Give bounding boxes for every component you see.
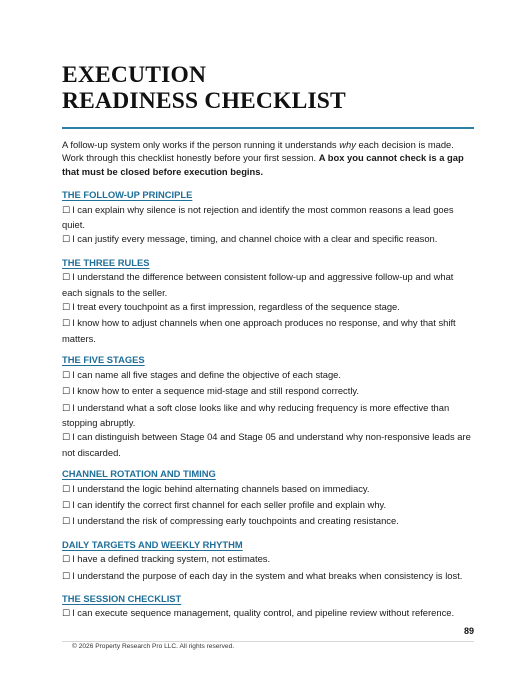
checklist-item-text: I can execute sequence management, quality control, and pipeline review without reference. xyxy=(72,607,455,619)
checklist-item-text: I can distinguish between Stage 04 and Stage 05 and understand why non-responsive leads are not discarded. xyxy=(62,431,471,458)
checklist-item-text: I can justify every message, timing, and channel choice with a clear and specific reason. xyxy=(72,233,438,245)
checklist-item-text: I know how to adjust channels when one approach produces no response, and why that shift matters. xyxy=(62,317,456,344)
section-channel-rotation xyxy=(62,467,476,530)
section-three-rules xyxy=(62,256,476,345)
title-divider xyxy=(62,127,474,129)
checklist-item-text: I understand the risk of compressing early touchpoints and creating resistance. xyxy=(72,515,399,527)
checkbox-icon[interactable]: ☐ xyxy=(62,571,71,582)
copyright-footer: © 2026 Property Research Pro LLC. All rights reserved. xyxy=(72,643,235,650)
checklist-item[interactable] xyxy=(62,316,476,345)
page-title xyxy=(62,62,346,114)
footer-divider xyxy=(62,641,474,642)
checkbox-icon[interactable]: ☐ xyxy=(62,273,71,284)
checkbox-icon[interactable]: ☐ xyxy=(62,303,71,314)
checklist-item[interactable] xyxy=(62,232,476,247)
checklist-item-text: I have a defined tracking system, not estimates. xyxy=(72,553,271,565)
checklist-item-text: I understand the logic behind alternating channels based on immediacy. xyxy=(72,482,370,494)
checklist-item-text: I understand the difference between consistent follow-up and aggressive follow-up and what each signals to the seller. xyxy=(62,271,454,298)
section-daily-targets xyxy=(62,538,476,584)
checkbox-icon[interactable]: ☐ xyxy=(62,609,71,620)
checkbox-icon[interactable]: ☐ xyxy=(62,500,71,511)
section-session-checklist xyxy=(62,592,476,622)
section-follow-up-principle xyxy=(62,188,476,248)
checklist-item[interactable] xyxy=(62,203,476,232)
checkbox-icon[interactable]: ☐ xyxy=(62,370,71,381)
section-five-stages xyxy=(62,353,476,459)
intro-emphasis: why xyxy=(339,139,356,150)
checkbox-icon[interactable]: ☐ xyxy=(62,555,71,566)
title-line-2: READINESS CHECKLIST xyxy=(62,88,346,114)
checklist-item-text: I understand what a soft close looks like and why reducing frequency is more effective than stopping abruptly. xyxy=(62,401,450,428)
title-line-1: EXECUTION xyxy=(62,62,207,88)
checkbox-icon[interactable]: ☐ xyxy=(62,319,71,330)
checklist-item[interactable] xyxy=(62,430,476,459)
checklist-item[interactable] xyxy=(62,514,476,529)
checklist-item[interactable] xyxy=(62,498,476,513)
section-heading: THE FIVE STAGES xyxy=(62,354,145,366)
intro-text-1: A follow-up system only works if the person running it understands xyxy=(62,139,340,150)
checklist-item-text: I know how to enter a sequence mid-stage and still respond correctly. xyxy=(72,385,360,397)
section-heading: THE SESSION CHECKLIST xyxy=(62,592,182,604)
checkbox-icon[interactable]: ☐ xyxy=(62,205,71,216)
checklist-item-text: I understand the purpose of each day in the system and what breaks when consistency is lost. xyxy=(72,569,463,581)
checklist-item-text: I can name all five stages and define the objective of each stage. xyxy=(72,368,342,380)
checklist-item[interactable] xyxy=(62,552,476,567)
intro-paragraph xyxy=(62,138,476,178)
checklist-item[interactable] xyxy=(62,368,476,383)
checkbox-icon[interactable]: ☐ xyxy=(62,387,71,398)
section-heading: CHANNEL ROTATION AND TIMING xyxy=(62,468,216,480)
checkbox-icon[interactable]: ☐ xyxy=(62,433,71,444)
page-number: 89 xyxy=(463,626,474,636)
checklist-item[interactable] xyxy=(62,401,476,430)
section-heading: THE FOLLOW-UP PRINCIPLE xyxy=(62,189,193,201)
checklist-item[interactable] xyxy=(62,270,476,299)
checklist-item[interactable] xyxy=(62,384,476,399)
checklist-item[interactable] xyxy=(62,300,476,315)
checkbox-icon[interactable]: ☐ xyxy=(62,484,71,495)
checkbox-icon[interactable]: ☐ xyxy=(62,517,71,528)
checkbox-icon[interactable]: ☐ xyxy=(62,403,71,414)
checklist-item-text: I can explain why silence is not rejection and identify the most common reasons a lead goes quiet. xyxy=(62,203,454,231)
checklist-item[interactable] xyxy=(62,606,476,621)
checkbox-icon[interactable]: ☐ xyxy=(62,235,71,246)
section-heading: DAILY TARGETS AND WEEKLY RHYTHM xyxy=(62,538,243,550)
intro-text-2: each decision is made. Work through this checklist honestly before your first session. xyxy=(62,139,454,164)
intro-bold: A box you cannot check is a gap that must be closed before execution begins. xyxy=(62,152,464,177)
checklist-content xyxy=(62,138,476,630)
section-heading: THE THREE RULES xyxy=(62,256,150,268)
checklist-item-text: I can identify the correct first channel for each seller profile and explain why. xyxy=(72,498,387,510)
checklist-item-text: I treat every touchpoint as a first impression, regardless of the sequence stage. xyxy=(72,301,400,313)
checklist-item[interactable] xyxy=(62,482,476,497)
checklist-item[interactable] xyxy=(62,569,476,584)
